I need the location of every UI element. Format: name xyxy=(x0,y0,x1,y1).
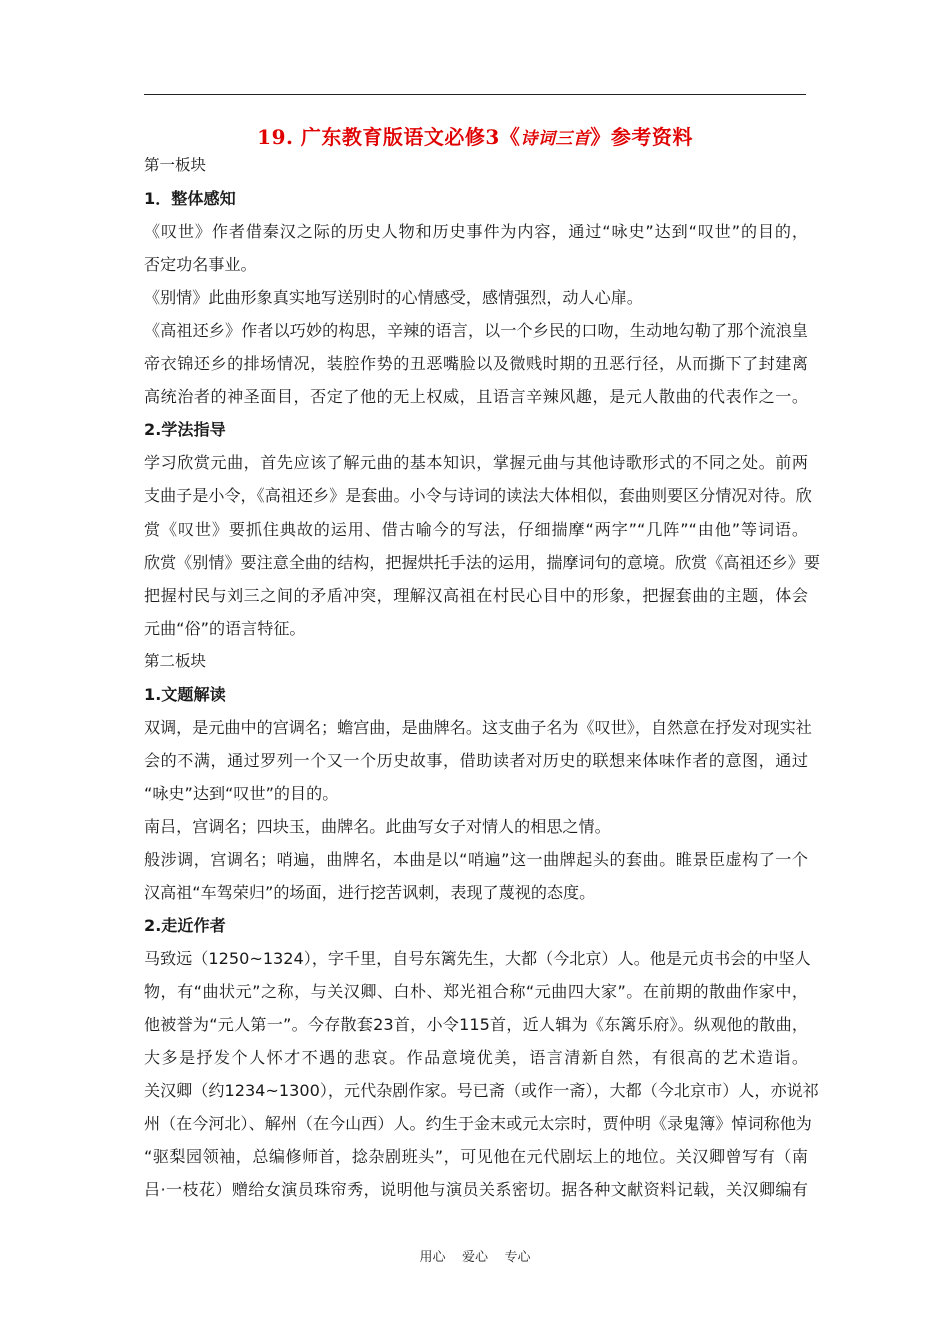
paragraph-line: 学习欣赏元曲，首先应该了解元曲的基本知识，掌握元曲与其他诗歌形式的不同之处。前两 xyxy=(144,453,808,473)
paragraph-line: 欣赏《别情》要注意全曲的结构，把握烘托手法的运用，揣摩词句的意境。欣赏《高祖还乡》要 xyxy=(144,552,820,572)
paragraph-line: 州（在今河北）、解州（在今山西）人。约生于金末或元太宗时，贾仲明《录鬼簿》悼词称他为 xyxy=(144,1114,812,1134)
paragraph-line: 他被誉为“元人第一”。今存散套23首，小令115首，近人辑为《东篱乐府》。纵观他的散曲， xyxy=(144,1015,808,1035)
paragraph-line: “咏史”达到“叹世”的目的。 xyxy=(144,783,339,803)
paragraph-line: “驱梨园领袖，总编修师首，捻杂剧班头”，可见他在元代剧坛上的地位。关汉卿曾写有（南 xyxy=(144,1147,808,1167)
paragraph-line: 双调，是元曲中的宫调名；蟾宫曲，是曲牌名。这支曲子名为《叹世》，自然意在抒发对现实社 xyxy=(144,717,812,737)
block-label: 第二板块 xyxy=(144,651,207,670)
title-main: 19. 广东教育版语文必修3《 xyxy=(257,125,521,149)
paragraph-line: 般涉调，宫调名；哨遍，曲牌名，本曲是以“哨遍”这一曲牌起头的套曲。睢景臣虚构了一个 xyxy=(144,849,808,869)
paragraph-line: 会的不满，通过罗列一个又一个历史故事，借助读者对历史的联想来体味作者的意图，通过 xyxy=(144,750,808,770)
title-tail: 》参考资料 xyxy=(590,125,693,149)
header-rule xyxy=(144,94,806,95)
paragraph-line: 赏《叹世》要抓住典故的运用、借古喻今的写法，仔细揣摩“两字”“几阵”“由他”等词语。 xyxy=(144,519,808,539)
paragraph-line: 《别情》此曲形象真实地写送别时的心情感受，感情强烈，动人心扉。 xyxy=(144,288,643,308)
paragraph-line: 吕·一枝花）赠给女演员珠帘秀，说明他与演员关系密切。据各种文献资料记载，关汉卿编有 xyxy=(144,1180,808,1200)
paragraph-line: 把握村民与刘三之间的矛盾冲突，理解汉高祖在村民心目中的形象，把握套曲的主题，体会 xyxy=(144,585,808,605)
paragraph-line: 汉高祖“车驾荣归”的场面，进行挖苦讽刺，表现了蔑视的态度。 xyxy=(144,883,596,903)
paragraph-line: 元曲“俗”的语言特征。 xyxy=(144,618,306,638)
paragraph-line: 关汉卿（约1234~1300），元代杂剧作家。号已斋（或作一斋），大都（今北京市）人，亦说祁 xyxy=(144,1081,819,1101)
paragraph-line: 《叹世》作者借秦汉之际的历史人物和历史事件为内容，通过“咏史”达到“叹世”的目的， xyxy=(144,222,808,242)
section-heading: 2.学法指导 xyxy=(144,420,226,440)
document-body xyxy=(144,149,820,1207)
section-heading: 1.文题解读 xyxy=(144,684,226,704)
paragraph-line: 南吕，宫调名；四块玉，曲牌名。此曲写女子对情人的相思之情。 xyxy=(144,816,611,836)
paragraph-line: 支曲子是小令，《高祖还乡》是套曲。小令与诗词的读法大体相似，套曲则要区分情况对待。欣 xyxy=(144,486,812,506)
paragraph-line: 高统治者的神圣面目，否定了他的无上权威，且语言辛辣风趣，是元人散曲的代表作之一。 xyxy=(144,387,808,407)
section-heading: 2.走近作者 xyxy=(144,916,226,936)
paragraph-line: 《高祖还乡》作者以巧妙的构思，辛辣的语言，以一个乡民的口吻，生动地勾勒了那个流浪皇 xyxy=(144,321,808,341)
paragraph-line: 否定功名事业。 xyxy=(144,255,257,275)
page-footer: 用心 爱心 专心 xyxy=(419,1250,531,1265)
block-label: 第一板块 xyxy=(144,156,207,174)
paragraph-line: 物，有“曲状元”之称，与关汉卿、白朴、郑光祖合称“元曲四大家”。在前期的散曲作家中， xyxy=(144,982,808,1002)
paragraph-line: 马致远（1250~1324），字千里，自号东篱先生，大都（今北京）人。他是元贞书会的中坚人 xyxy=(144,949,811,969)
paragraph-line: 大多是抒发个人怀才不遇的悲哀。作品意境优美，语言清新自然，有很高的艺术造诣。 xyxy=(144,1048,808,1068)
title-sub: 诗词三首 xyxy=(520,129,591,149)
section-heading: 1．整体感知 xyxy=(144,189,236,209)
paragraph-line: 帝衣锦还乡的排场情况，装腔作势的丑恶嘴脸以及微贱时期的丑恶行径，从而撕下了封建离 xyxy=(144,354,808,374)
